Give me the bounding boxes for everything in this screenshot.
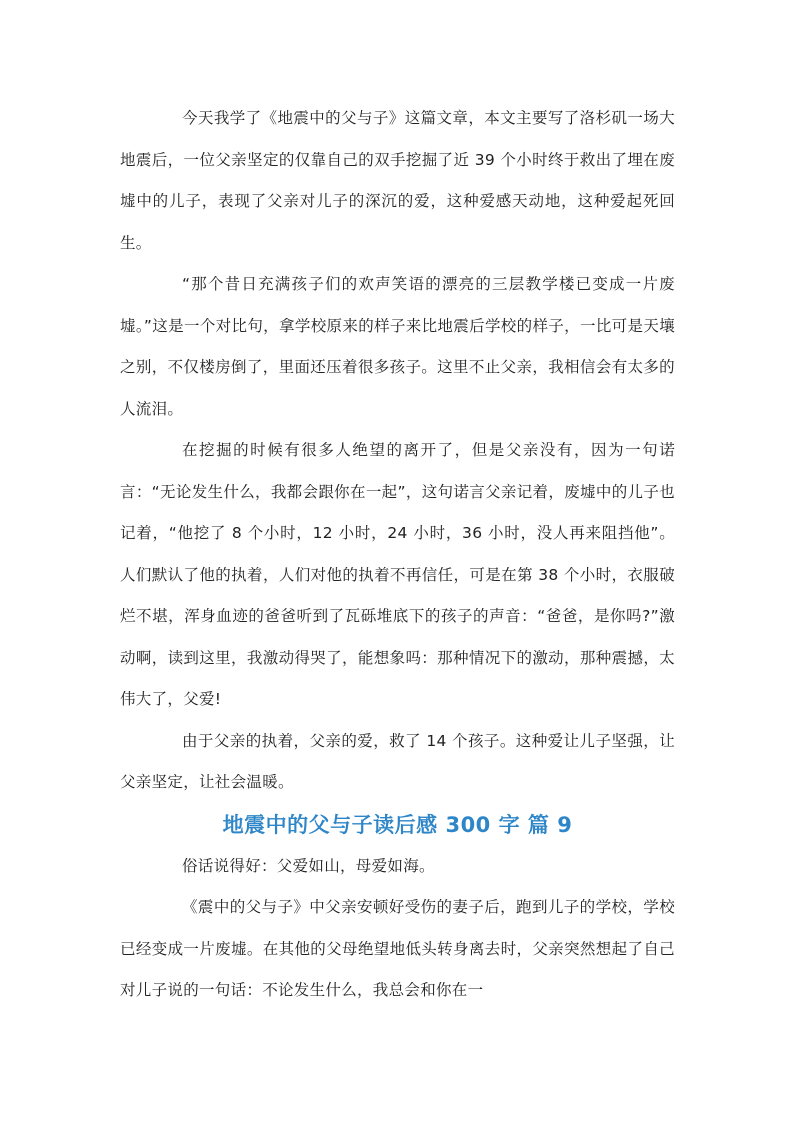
paragraph-5: 俗话说得好：父爱如山，母爱如海。 <box>182 856 435 875</box>
paragraph-3: 在挖掘的时候有很多人绝望的离开了，但是父亲没有，因为一句诺言：“无论发生什么，我都会跟你在一起”，这句诺言父亲记着，废墟中的儿子也记着，“他挖了 8 个小时，12 小时，24 小时，36 小时，没人再来阻挡他”。人们默认了他的执着，人们对他的执着不再信任，可是在第 38 个小时，衣服破烂不堪，浑身血迹的爸爸听到了瓦砾堆底下的孩子的声音：“爸爸，是你吗?”激动啊，读到这里，我激动得哭了，能想象吗：那种情况下的激动，那种震撼，太伟大了，父爱! <box>120 441 675 708</box>
paragraph-6: 《震中的父与子》中父亲安顿好受伤的妻子后，跑到儿子的学校，学校已经变成一片废墟。在其他的父母绝望地低头转身离去时，父亲突然想起了自己对儿子说的一句话：不论发生什么，我总会和你在一 <box>120 898 675 999</box>
paragraph-4: 由于父亲的执着，父亲的爱，救了 14 个孩子。这种爱让儿子坚强，让父亲坚定，让社会温暖。 <box>120 731 675 791</box>
document-body <box>120 98 675 1012</box>
paragraph-1: 今天我学了《地震中的父与子》这篇文章，本文主要写了洛杉矶一场大地震后，一位父亲坚定的仅靠自己的双手挖掘了近 39 个小时终于救出了埋在废墟中的儿子，表现了父亲对儿子的深沉的爱，这种爱感天动地，这种爱起死回生。 <box>120 109 675 252</box>
paragraph-2: “那个昔日充满孩子们的欢声笑语的漂亮的三层教学楼已变成一片废墟。”这是一个对比句，拿学校原来的样子来比地震后学校的样子，一比可是天壤之别，不仅楼房倒了，里面还压着很多孩子。这里不止父亲，我相信会有太多的人流泪。 <box>120 275 675 418</box>
section-heading: 地震中的父与子读后感 300 字 篇 9 <box>222 812 573 837</box>
